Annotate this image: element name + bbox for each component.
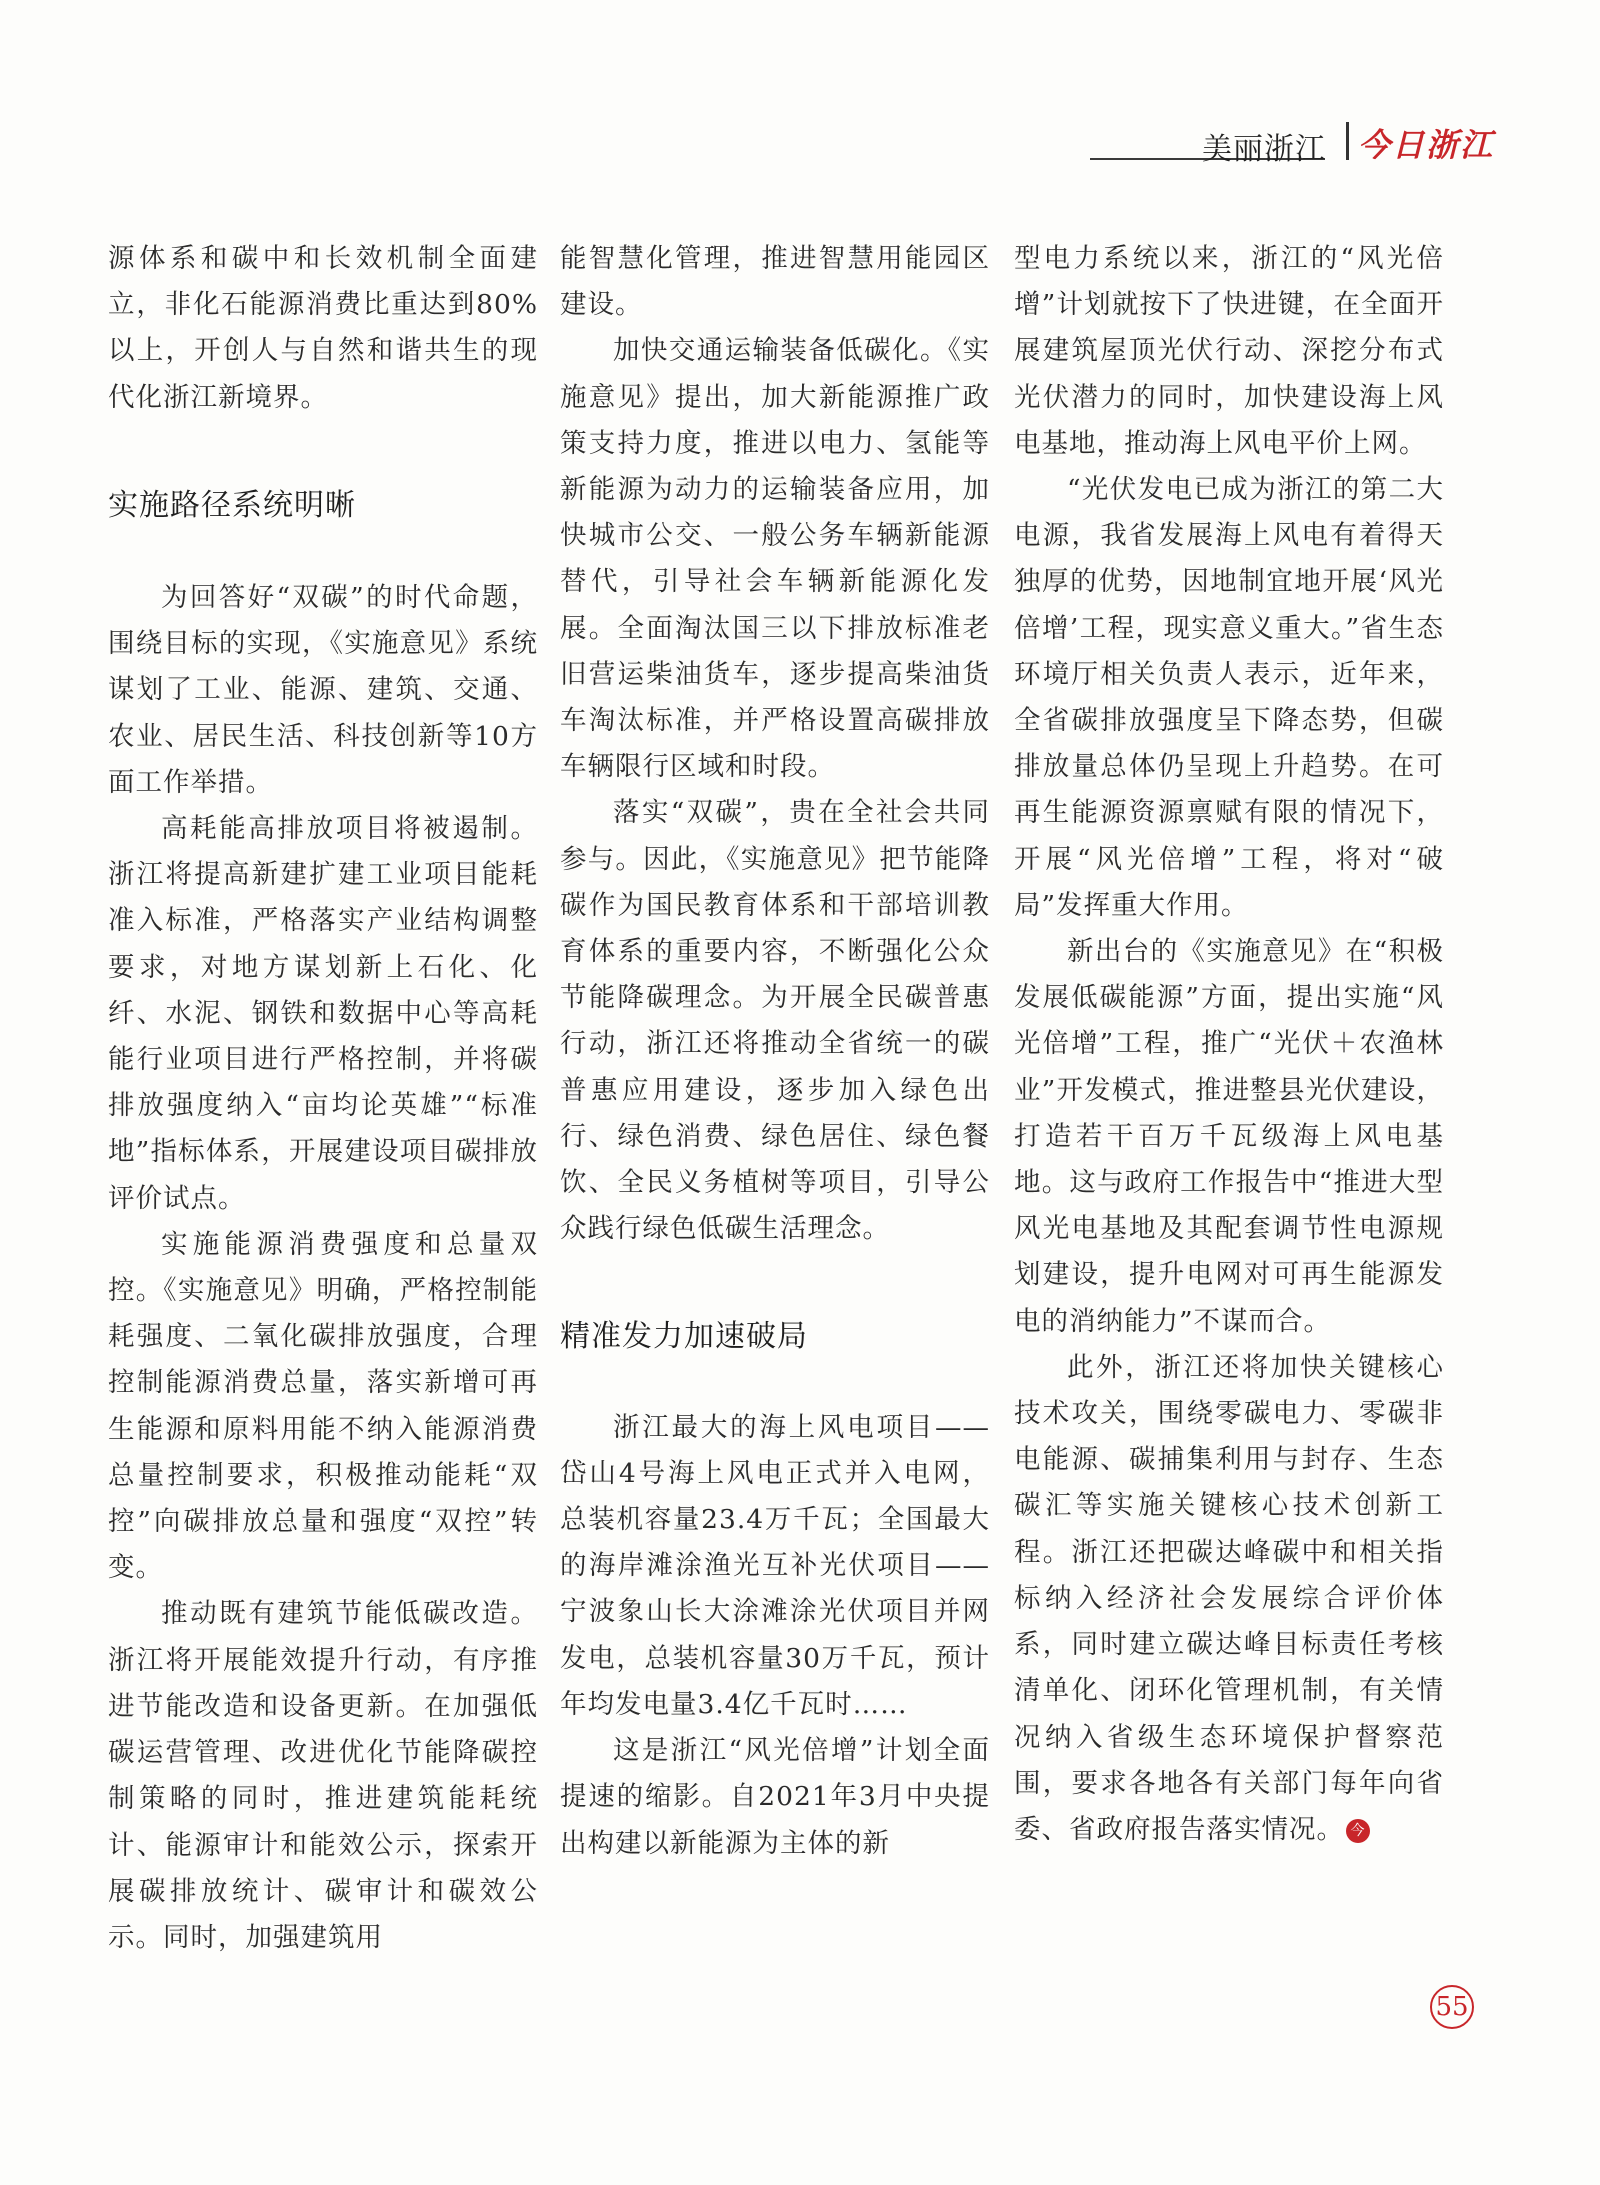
paragraph: 为回答好“双碳”的时代命题，围绕目标的实现，《实施意见》系统谋划了工业、能源、建筑、交通、农业、居民生活、科技创新等10方面工作举措。 [108,582,538,798]
end-mark-icon: 今 [1346,1819,1370,1843]
paragraph: 落实“双碳”，贵在全社会共同参与。因此，《实施意见》把节能降碳作为国民教育体系和干部培训教育体系的重要内容，不断强化公众节能降碳理念。为开展全民碳普惠行动，浙江还将推动全省统一的碳普惠应用建设，逐步加入绿色出行、绿色消费、绿色居住、绿色餐饮、全民义务植树等项目，引导公众践行绿色低碳生活理念。 [560,797,990,1245]
page-header [1090,120,1500,167]
section-title: 美丽浙江 [1202,132,1326,167]
paragraph: 推动既有建筑节能低碳改造。浙江将开展能效提升行动，有序推进节能改造和设备更新。在加强低碳运营管理、改进优化节能降碳控制策略的同时，推进建筑能耗统计、能源审计和能效公示，探索开展碳排放统计、碳审计和碳效公示。同时，加强建筑用 [108,1598,538,1953]
article-column-1 [108,236,538,1961]
header-divider [1346,122,1349,160]
final-paragraph [1014,1345,1444,1853]
paragraph: 实施能源消费强度和总量双控。《实施意见》明确，严格控制能耗强度、二氧化碳排放强度，合理控制能源消费总量，落实新增可再生能源和原料用能不纳入能源消费总量控制要求，积极推动能耗“双控”向碳排放总量和强度“双控”转变。 [108,1228,538,1584]
section-heading: 实施路径系统明晰 [108,487,356,523]
paragraph: 新出台的《实施意见》在“积极发展低碳能源”方面，提出实施“风光倍增”工程，推广“光伏＋农渔林业”开发模式，推进整县光伏建设，打造若干百万千瓦级海上风电基地。这与政府工作报告中“推进大型风光电基地及其配套调节性电源规划建设，提升电网对可再生能源发电的消纳能力”不谋而合。 [1014,936,1444,1337]
paragraph: 高耗能高排放项目将被遏制。浙江将提高新建扩建工业项目能耗准入标准，严格落实产业结构调整要求，对地方谋划新上石化、化纤、水泥、钢铁和数据中心等高耗能行业项目进行严格控制，并将碳排放强度纳入“亩均论英雄”“标准地”指标体系，开展建设项目碳排放评价试点。 [108,813,538,1214]
article-column-2 [560,236,990,1867]
paragraph: 加快交通运输装备低碳化。《实施意见》提出，加大新能源推广政策支持力度，推进以电力、氢能等新能源为动力的运输装备应用，加快城市公交、一般公务车辆新能源替代，引导社会车辆新能源化发展。全面淘汰国三以下排放标准老旧营运柴油货车，逐步提高柴油货车淘汰标准，并严格设置高碳排放车辆限行区域和时段。 [560,335,990,783]
paragraph: 浙江最大的海上风电项目——岱山4号海上风电正式并入电网，总装机容量23.4万千瓦；全国最大的海岸滩涂渔光互补光伏项目——宁波象山长大涂滩涂光伏项目并网发电，总装机容量30万千瓦，预计年均发电量3.4亿千瓦时…… [560,1411,990,1720]
article-column-3 [1014,236,1444,1853]
paragraph: 能智慧化管理，推进智慧用能园区建设。 [560,243,990,321]
magazine-logo: 今日浙江 [1358,126,1495,164]
paragraph: 源体系和碳中和长效机制全面建立，非化石能源消费比重达到80%以上，开创人与自然和谐共生的现代化浙江新境界。 [108,243,538,413]
paragraph-text: 此外，浙江还将加快关键核心技术攻关，围绕零碳电力、零碳非电能源、碳捕集利用与封存、生态碳汇等实施关键核心技术创新工程。浙江还把碳达峰碳中和相关指标纳入经济社会发展综合评价体系，同时建立碳达峰目标责任考核清单化、闭环化管理机制，有关情况纳入省级生态环境保护督察范围，要求各地各有关部门每年向省委、省政府报告落实情况。 [1014,1351,1444,1845]
paragraph: 这是浙江“风光倍增”计划全面提速的缩影。自2021年3月中央提出构建以新能源为主体的新 [560,1735,990,1859]
paragraph: 型电力系统以来，浙江的“风光倍增”计划就按下了快进键，在全面开展建筑屋顶光伏行动、深挖分布式光伏潜力的同时，加快建设海上风电基地，推动海上风电平价上网。 [1014,243,1444,459]
page-number: 55 [1430,1985,1474,2029]
paragraph: “光伏发电已成为浙江的第二大电源，我省发展海上风电有着得天独厚的优势，因地制宜地开展‘风光倍增’工程，现实意义重大。”省生态环境厅相关负责人表示，近年来，全省碳排放强度呈下降态势，但碳排放量总体仍呈现上升趋势。在可再生能源资源禀赋有限的情况下，开展“风光倍增”工程，将对“破局”发挥重大作用。 [1014,474,1444,921]
section-heading: 精准发力加速破局 [560,1319,808,1355]
